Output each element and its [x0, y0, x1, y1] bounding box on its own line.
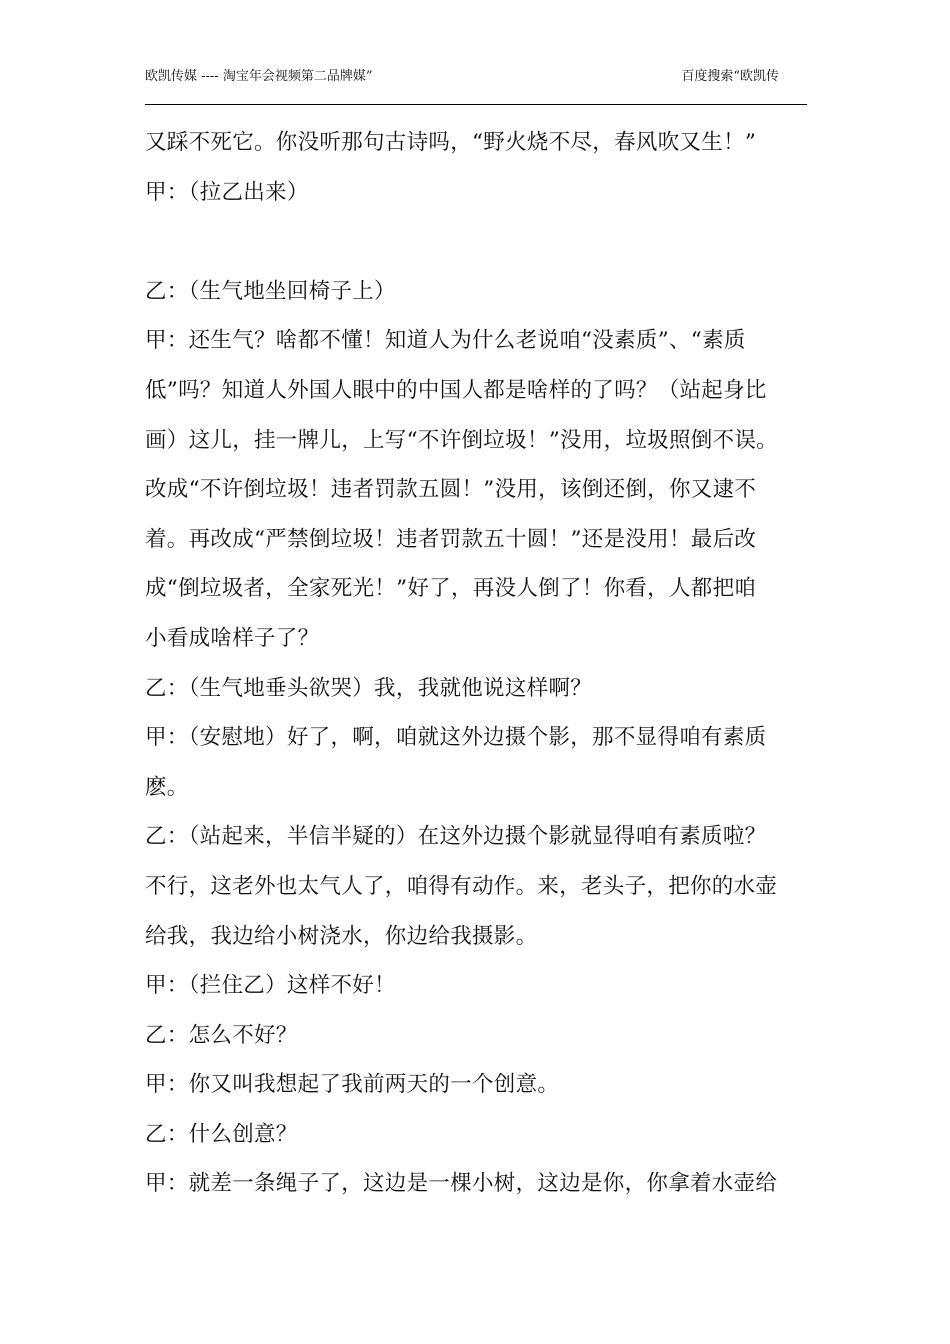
- text-line: 乙：（站起来，半信半疑的）在这外边摄个影就显得咱有素质啦？: [145, 824, 767, 850]
- text-line: 改成“不许倒垃圾！违者罚款五圆！”没用，该倒还倒，你又逮不: [145, 477, 757, 503]
- text-line: 甲：（拦住乙）这样不好！: [145, 973, 396, 999]
- text-line: 甲：还生气？啥都不懂！知道人为什么老说咱“没素质”、“素质: [145, 328, 746, 354]
- text-line: 不行，这老外也太气人了，咱得有动作。来，老头子，把你的水壶: [145, 873, 778, 899]
- text-line: 小看成啥样子了？: [145, 625, 320, 651]
- header-left-text: 欧凯传媒 ---- 淘宝年会视频第二品牌媒”: [145, 69, 373, 84]
- text-line: 乙：（生气地坐回椅子上）: [145, 278, 396, 304]
- text-line: 甲：就差一条绳子了，这边是一棵小树，这边是你，你拿着水壶给: [145, 1171, 778, 1197]
- text-line: 乙：什么创意？: [145, 1121, 298, 1147]
- text-line: 低”吗？知道人外国人眼中的中国人都是啥样的了吗？（站起身比: [145, 377, 767, 403]
- text-line: 甲：你又叫我想起了我前两天的一个创意。: [145, 1072, 560, 1098]
- text-line: 成“倒垃圾者，全家死光！”好了，再没人倒了！你看，人都把咱: [145, 576, 757, 602]
- document-body: [145, 118, 810, 1209]
- blank-line: [145, 217, 810, 267]
- text-line: 甲：（拉乙出来）: [145, 179, 309, 205]
- text-line: 甲：（安慰地）好了，啊，咱就这外边摄个影，那不显得咱有素质: [145, 725, 767, 751]
- text-line: 又踩不死它。你没听那句古诗吗，“野火烧不尽，春风吹又生！”: [145, 130, 757, 155]
- text-line: 给我，我边给小树浇水，你边给我摄影。: [145, 923, 538, 949]
- text-line: 着。再改成“严禁倒垃圾！违者罚款五十圆！”还是没用！最后改: [145, 526, 757, 552]
- header-right-text: 百度搜索“欧凯传: [681, 69, 779, 84]
- page-header: [145, 68, 807, 105]
- text-line: 乙：怎么不好？: [145, 1022, 298, 1048]
- text-line: 乙：（生气地垂头欲哭）我，我就他说这样啊？: [145, 675, 593, 701]
- text-line: 麽。: [145, 774, 189, 800]
- text-line: 画）这儿，挂一牌儿，上写“不许倒垃圾！”没用，垃圾照倒不误。: [145, 427, 778, 453]
